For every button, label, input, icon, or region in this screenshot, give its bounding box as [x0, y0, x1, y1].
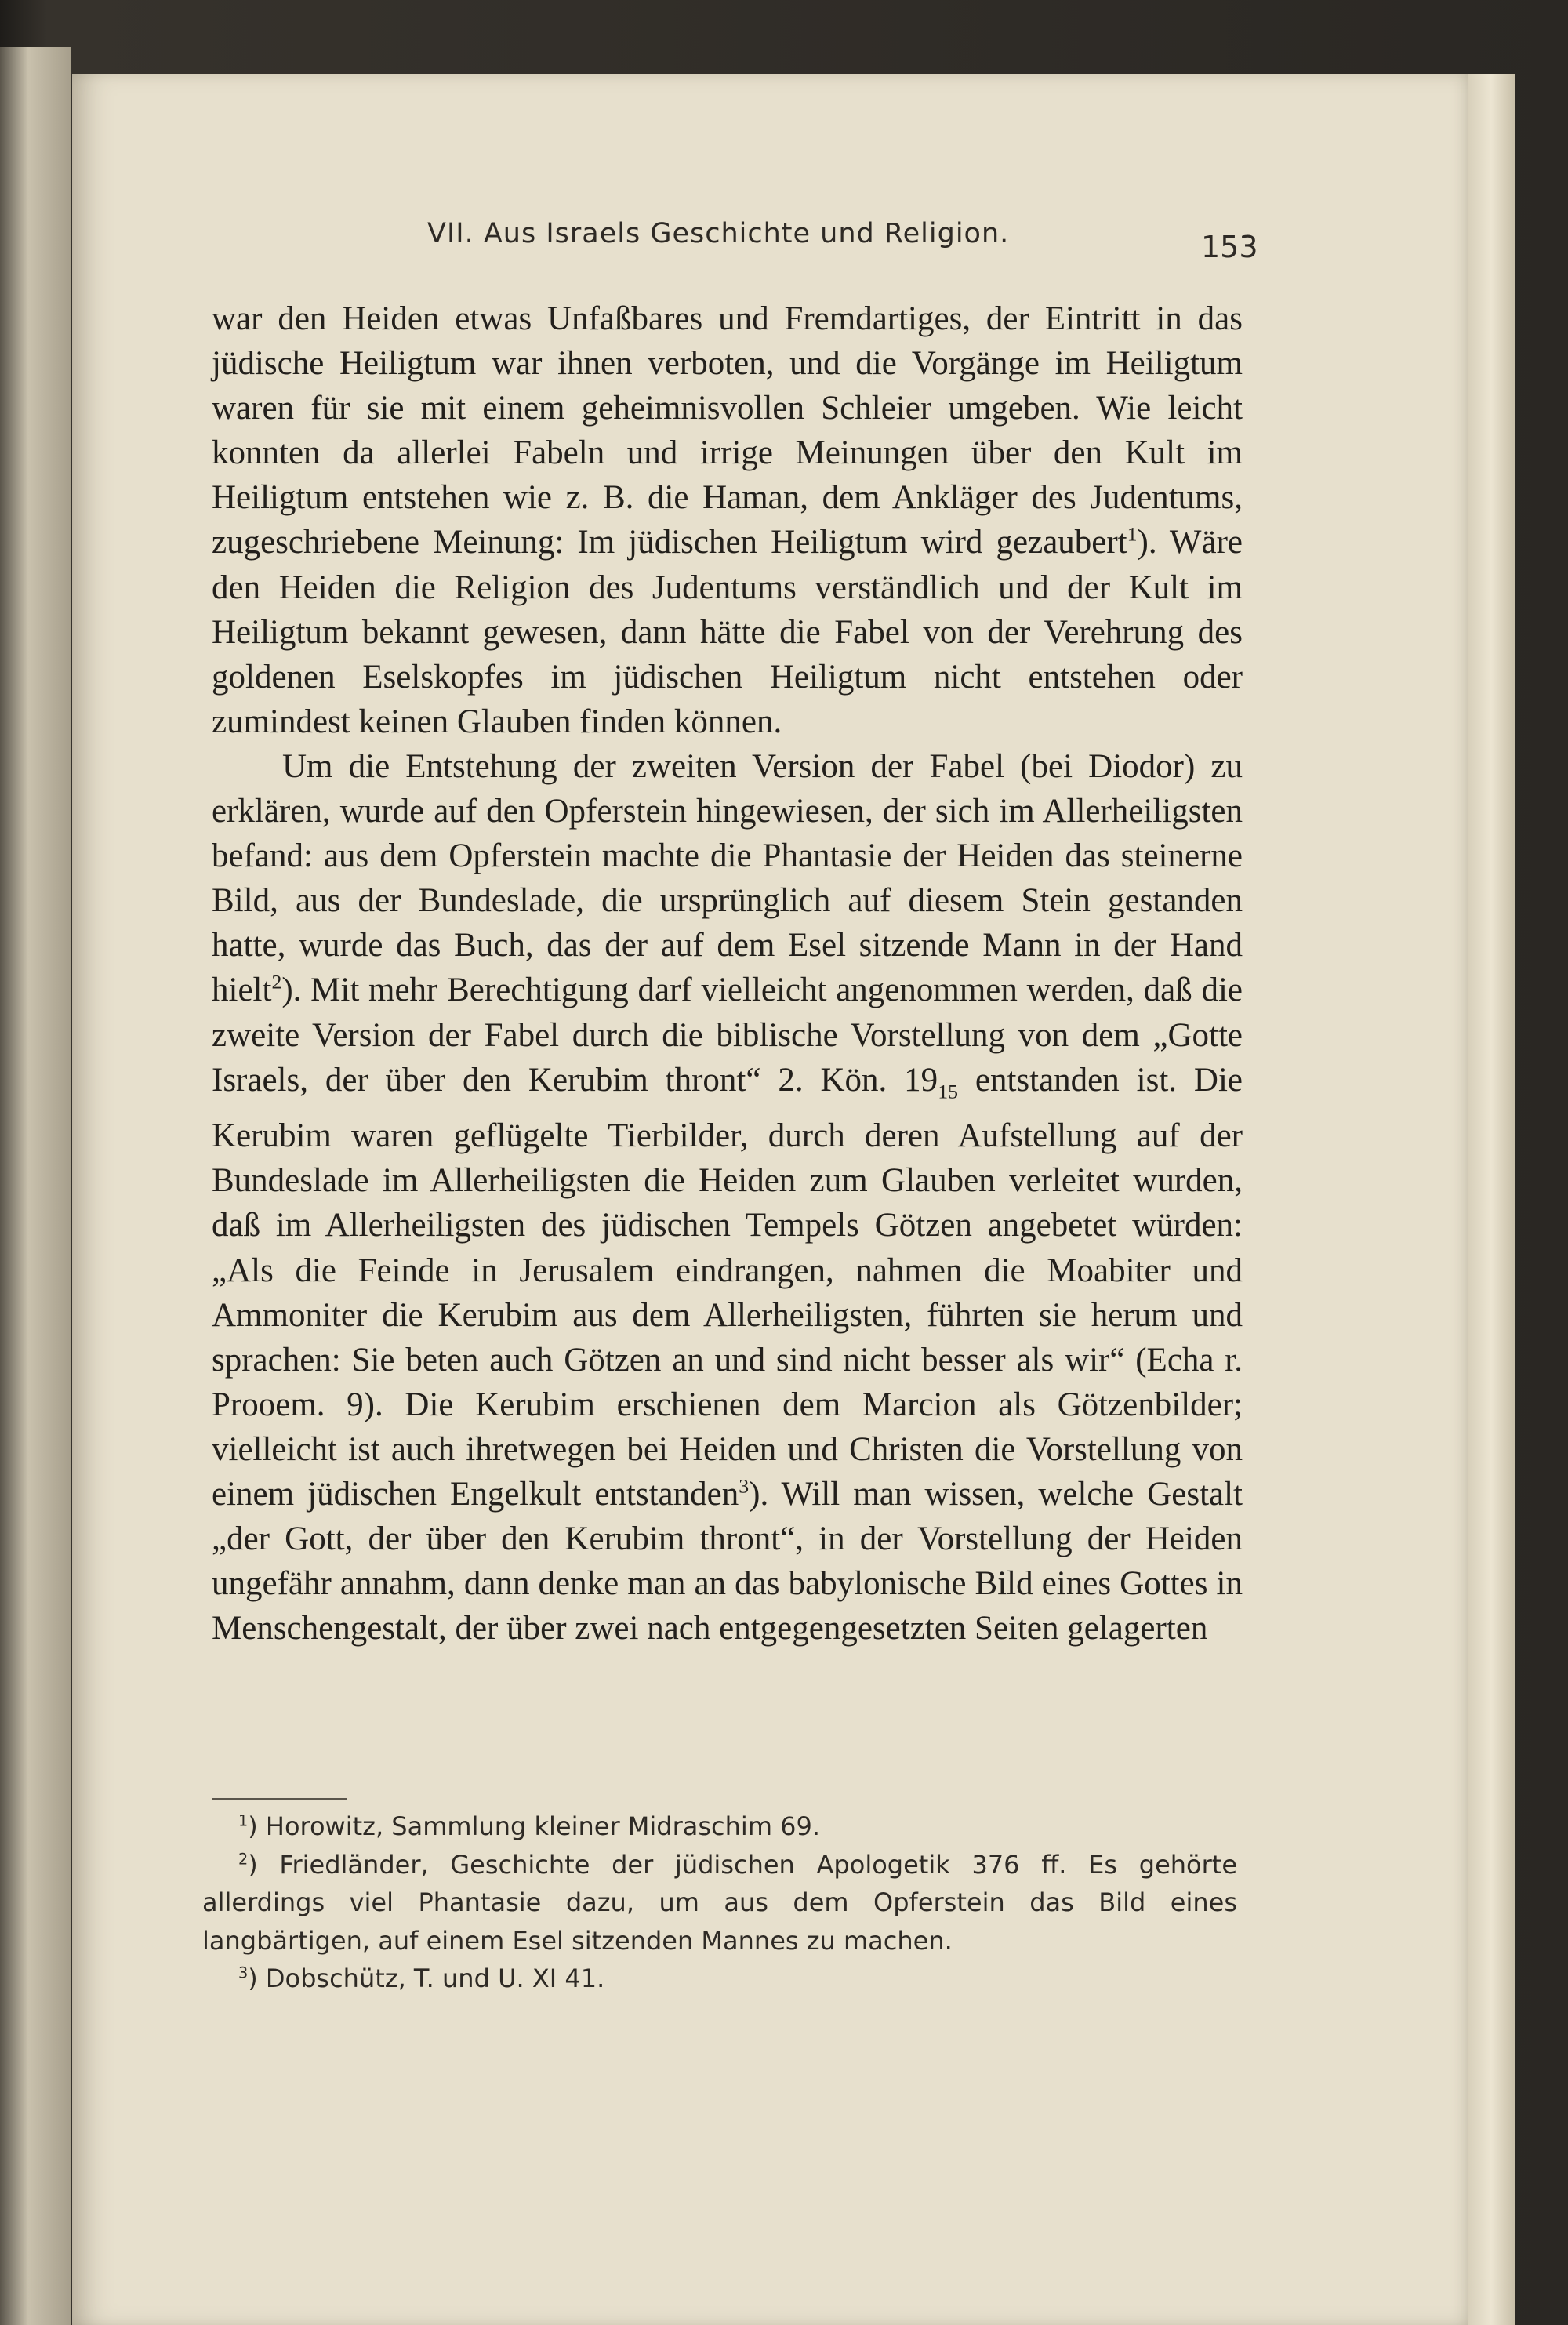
paragraph-2-text-d: ). Will man wissen, welche Gestalt „der Gott, der über den Kerubim thront“, in der Vorstellung der Heiden ungefähr annahm, dann denke man an das babylonische Bild eines Gottes in Menschengestalt, der über zwei nach entgegengesetzten Seiten gelagerten — [212, 1476, 1243, 1647]
page-fore-edge — [1468, 74, 1515, 2325]
paragraph-2-text-b: ). Mit mehr Berechtigung darf vielleicht angenommen werden, daß die zweite Version der Fabel durch die biblische Vorstellung von dem „Gotte Israels, der über den Kerubim thront“ 2. Kön. 19 — [212, 972, 1243, 1099]
footnote-3 — [202, 1960, 1237, 1998]
paragraph-2-text-c: entstanden ist. Die Kerubim waren geflügelte Tierbilder, durch deren Aufstellung auf der Bundeslade im Allerheiligsten die Heiden zum Glauben verleitet wurden, daß im Allerheiligsten des jüdischen Tempels Götzen angebetet würden: „Als die Feinde in Jerusalem eindrangen, nahmen die Moabiter und Ammoniter die Kerubim aus dem Allerheiligsten, führten sie herum und sprachen: Sie beten auch Götzen an und sind nicht besser als wir“ (Echa r. Prooem. 9). Die Kerubim erschienen dem Marcion als Götzenbilder; vielleicht ist auch ihretwegen bei Heiden und Christen die Vorstellung von einem jüdischen Engelkult entstanden — [212, 1061, 1243, 1513]
footnote-2 — [202, 1846, 1237, 1960]
paragraph-1 — [212, 296, 1243, 744]
running-header: VII. Aus Israels Geschichte und Religion. — [427, 218, 1010, 249]
main-text — [212, 296, 1243, 1651]
footnote-2-text: ) Friedländer, Geschichte der jüdischen Apologetik 376 ff. Es gehörte allerdings viel Phantasie dazu, um aus dem Opferstein das Bild eines langbärtigen, auf einem Esel sitzenden Mannes zu machen. — [202, 1849, 1237, 1956]
footnote-ref-1: 1 — [1127, 523, 1138, 547]
footnote-1-text: ) Horowitz, Sammlung kleiner Midraschim 69. — [248, 1811, 821, 1841]
footnote-ref-3: 3 — [739, 1474, 750, 1498]
footnote-3-mark: 3 — [238, 1964, 249, 1982]
verse-subscript: 15 — [938, 1080, 958, 1103]
paragraph-2-text-a: Um die Entstehung der zweiten Version der Fabel (bei Diodor) zu erklären, wurde auf den Opferstein hingewiesen, der sich im Allerheiligsten befand: aus dem Opferstein machte die Phantasie der Heiden das steinerne Bild, aus der Bundeslade, die ursprünglich auf diesem Stein gestanden hatte, wurde das Buch, das der auf dem Esel sitzende Mann in der Hand hielt — [212, 747, 1243, 1009]
footnotes — [202, 1807, 1237, 1998]
footnote-ref-2: 2 — [271, 971, 282, 994]
footnote-3-text: ) Dobschütz, T. und U. XI 41. — [248, 1964, 605, 1993]
facing-page-edge — [0, 47, 71, 2325]
paragraph-2 — [212, 744, 1243, 1651]
footnote-2-mark: 2 — [238, 1849, 249, 1868]
paragraph-1-text-b: ). Wäre den Heiden die Religion des Judentums verständlich und der Kult im Heiligtum bekannt gewesen, dann hätte die Fabel von der Verehrung des goldenen Eselskopfes im jüdischen Heiligtum nicht entstehen oder zumindest keinen Glauben finden können. — [212, 524, 1243, 740]
footnote-separator — [212, 1798, 347, 1800]
footnote-1 — [202, 1807, 1237, 1846]
footnote-1-mark: 1 — [238, 1811, 249, 1830]
paragraph-1-text-a: war den Heiden etwas Unfaßbares und Fremdartiges, der Eintritt in das jüdische Heiligtum war ihnen verboten, und die Vorgänge im Heiligtum waren für sie mit einem geheimnisvollen Schleier umgeben. Wie leicht konnten da allerlei Fabeln und irrige Meinungen über den Kult im Heiligtum entstehen wie z. B. die Haman, dem Ankläger des Judentums, zugeschriebene Meinung: Im jüdischen Heiligtum wird gezaubert — [212, 300, 1243, 561]
page-number: 153 — [1201, 230, 1258, 264]
